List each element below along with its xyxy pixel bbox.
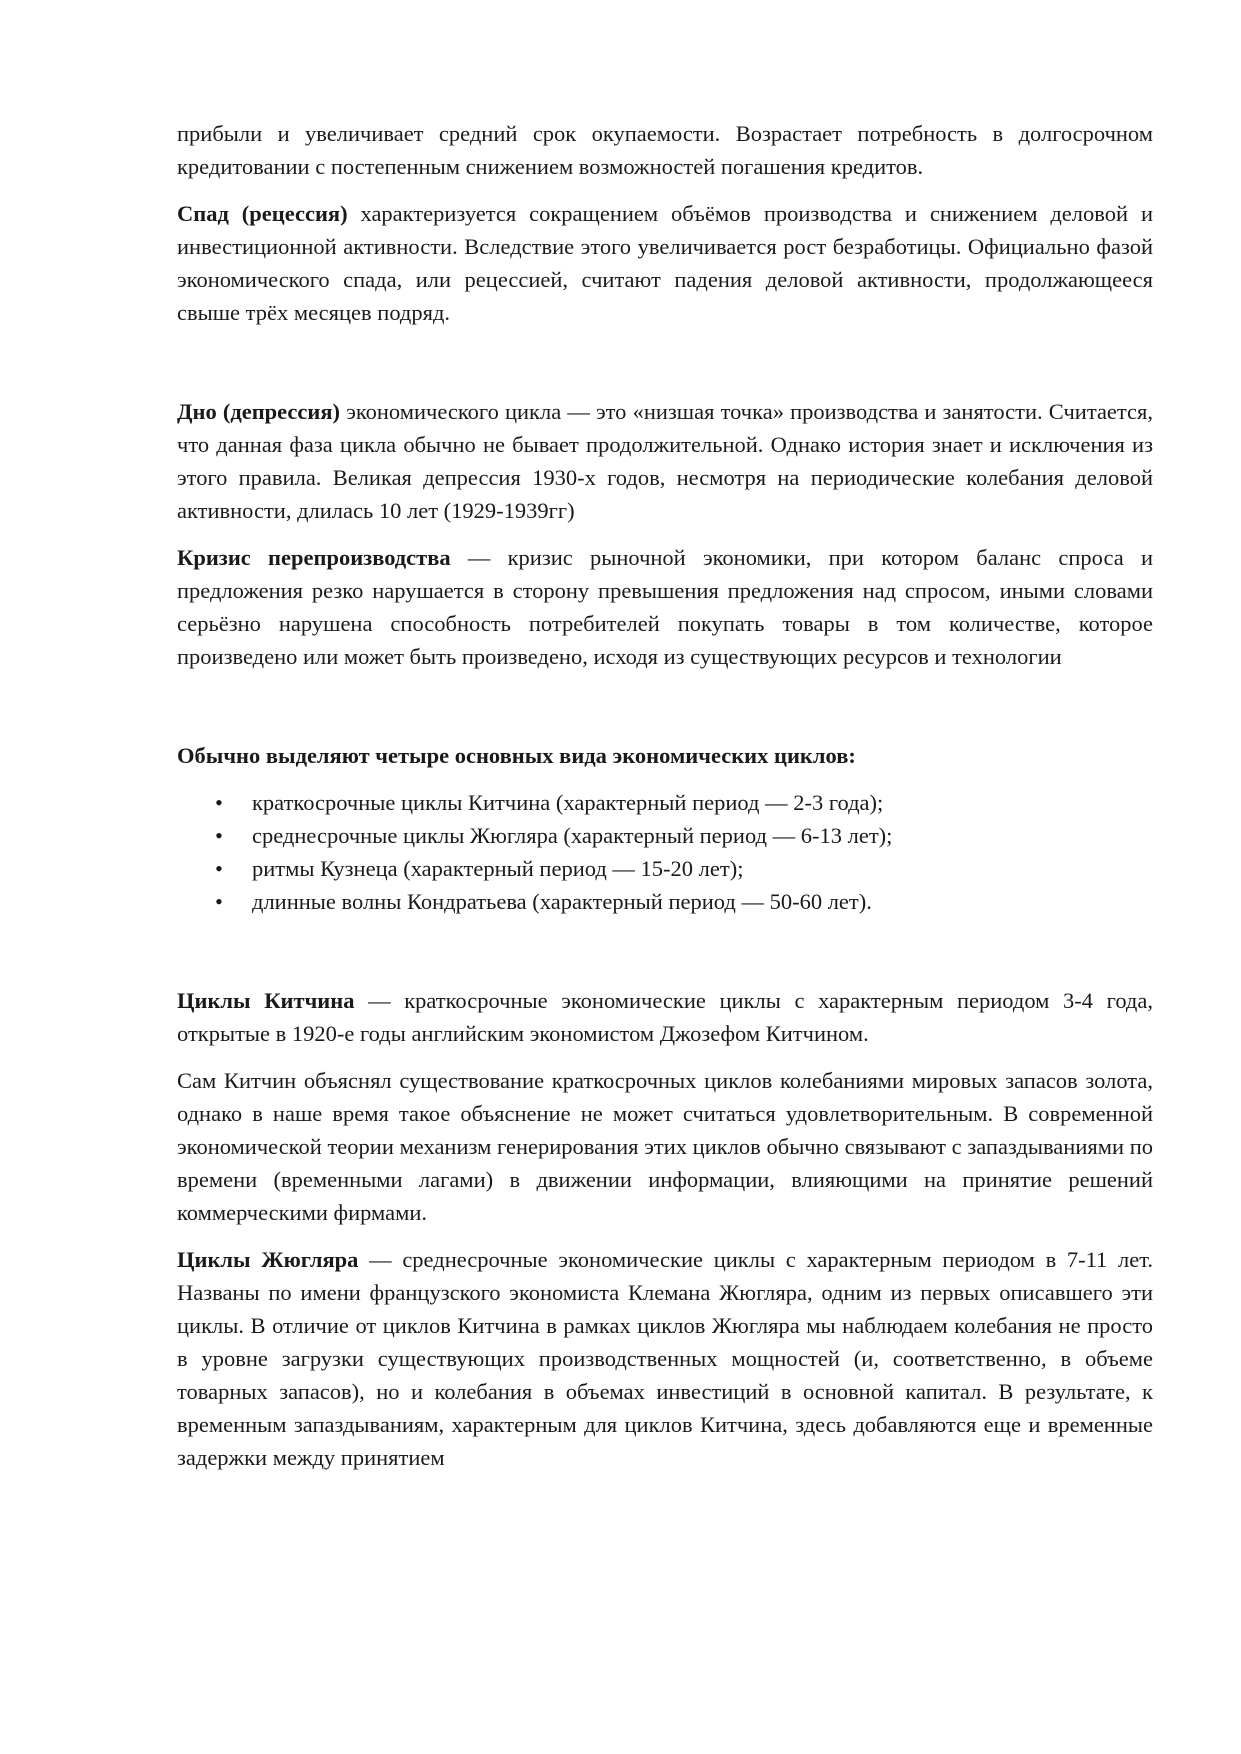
paragraph-recession [177,197,1153,329]
list-item-text: среднесрочные циклы Жюгляра (характерный период — 6-13 лет); [252,823,893,848]
recession-text: характеризуется сокращением объёмов производства и снижением деловой и инвестиционной активности. Вследствие этого увеличивается рост безработицы. Официально фазой экономического спада, или рецессией, считают падения деловой активности, продолжающееся свыше трёх месяцев подряд. [177,201,1153,325]
list-heading-text: Обычно выделяют четыре основных вида экономических циклов: [177,743,856,768]
bullet-icon: • [215,790,223,815]
paragraph-overproduction [177,541,1153,673]
term-overproduction: Кризис перепроизводства [177,545,451,570]
bullet-icon: • [215,889,223,914]
list-item [177,786,1153,819]
paragraph-continuation: прибыли и увеличивает средний срок окупаемости. Возрастает потребность в долгосрочном кредитовании с постепенным снижением возможностей погашения кредитов. [177,121,1153,179]
term-recession: Спад (рецессия) [177,201,348,226]
list-item-text: длинные волны Кондратьева (характерный период — 50-60 лет). [252,889,872,914]
paragraph-kitchin [177,984,1153,1050]
depression-text: экономического цикла — это «низшая точка» производства и занятости. Считается, что данная фаза цикла обычно не бывает продолжительной. Однако история знает и исключения из этого правила. Великая депрессия 1930-х годов, несмотря на периодические колебания деловой активности, длилась 10 лет (1929-1939гг) [177,399,1153,523]
term-kitchin: Циклы Китчина [177,988,355,1013]
juglar-text: — среднесрочные экономические циклы с характерным периодом в 7-11 лет. Названы по имени французского экономиста Клемана Жюгляра, одним из первых описавшего эти циклы. В отличие от циклов Китчина в рамках циклов Жюгляра мы наблюдаем колебания не просто в уровне загрузки существующих производственных мощностей (и, соответственно, в объеме товарных запасов), но и колебания в объемах инвестиций в основной капитал. В результате, к временным запаздываниям, характерным для циклов Китчина, здесь добавляются еще и временные задержки между принятием [177,1247,1153,1470]
term-depression: Дно (депрессия) [177,399,341,424]
bullet-icon: • [215,823,223,848]
list-heading [177,739,1153,772]
list-item [177,819,1153,852]
list-item [177,885,1153,918]
list-item-text: ритмы Кузнеца (характерный период — 15-20 лет); [252,856,744,881]
paragraph-juglar [177,1243,1153,1474]
paragraph-depression [177,395,1153,527]
paragraph-kitchin-explanation: Сам Китчин объяснял существование краткосрочных циклов колебаниями мировых запасов золота, однако в наше время такое объяснение не может считаться удовлетворительным. В современной экономической теории механизм генерирования этих циклов обычно связывают с запаздываниями по времени (временными лагами) в движении информации, влияющими на принятие решений коммерческими фирмами. [177,1068,1153,1225]
cycle-types-list [177,786,1153,918]
bullet-icon: • [215,856,223,881]
list-item-text: краткосрочные циклы Китчина (характерный период — 2-3 года); [252,790,884,815]
overproduction-text: — кризис рыночной экономики, при котором баланс спроса и предложения резко нарушается в сторону превышения предложения над спросом, иными словами серьёзно нарушена способность потребителей покупать товары в том количестве, которое произведено или может быть произведено, исходя из существующих ресурсов и технологии [177,545,1154,669]
kitchin-text: — краткосрочные экономические циклы с характерным периодом 3-4 года, открытые в 1920-е годы английским экономистом Джозефом Китчином. [177,988,1153,1046]
list-item [177,852,1153,885]
document-page [177,117,1153,1474]
term-juglar: Циклы Жюгляра [177,1247,359,1272]
